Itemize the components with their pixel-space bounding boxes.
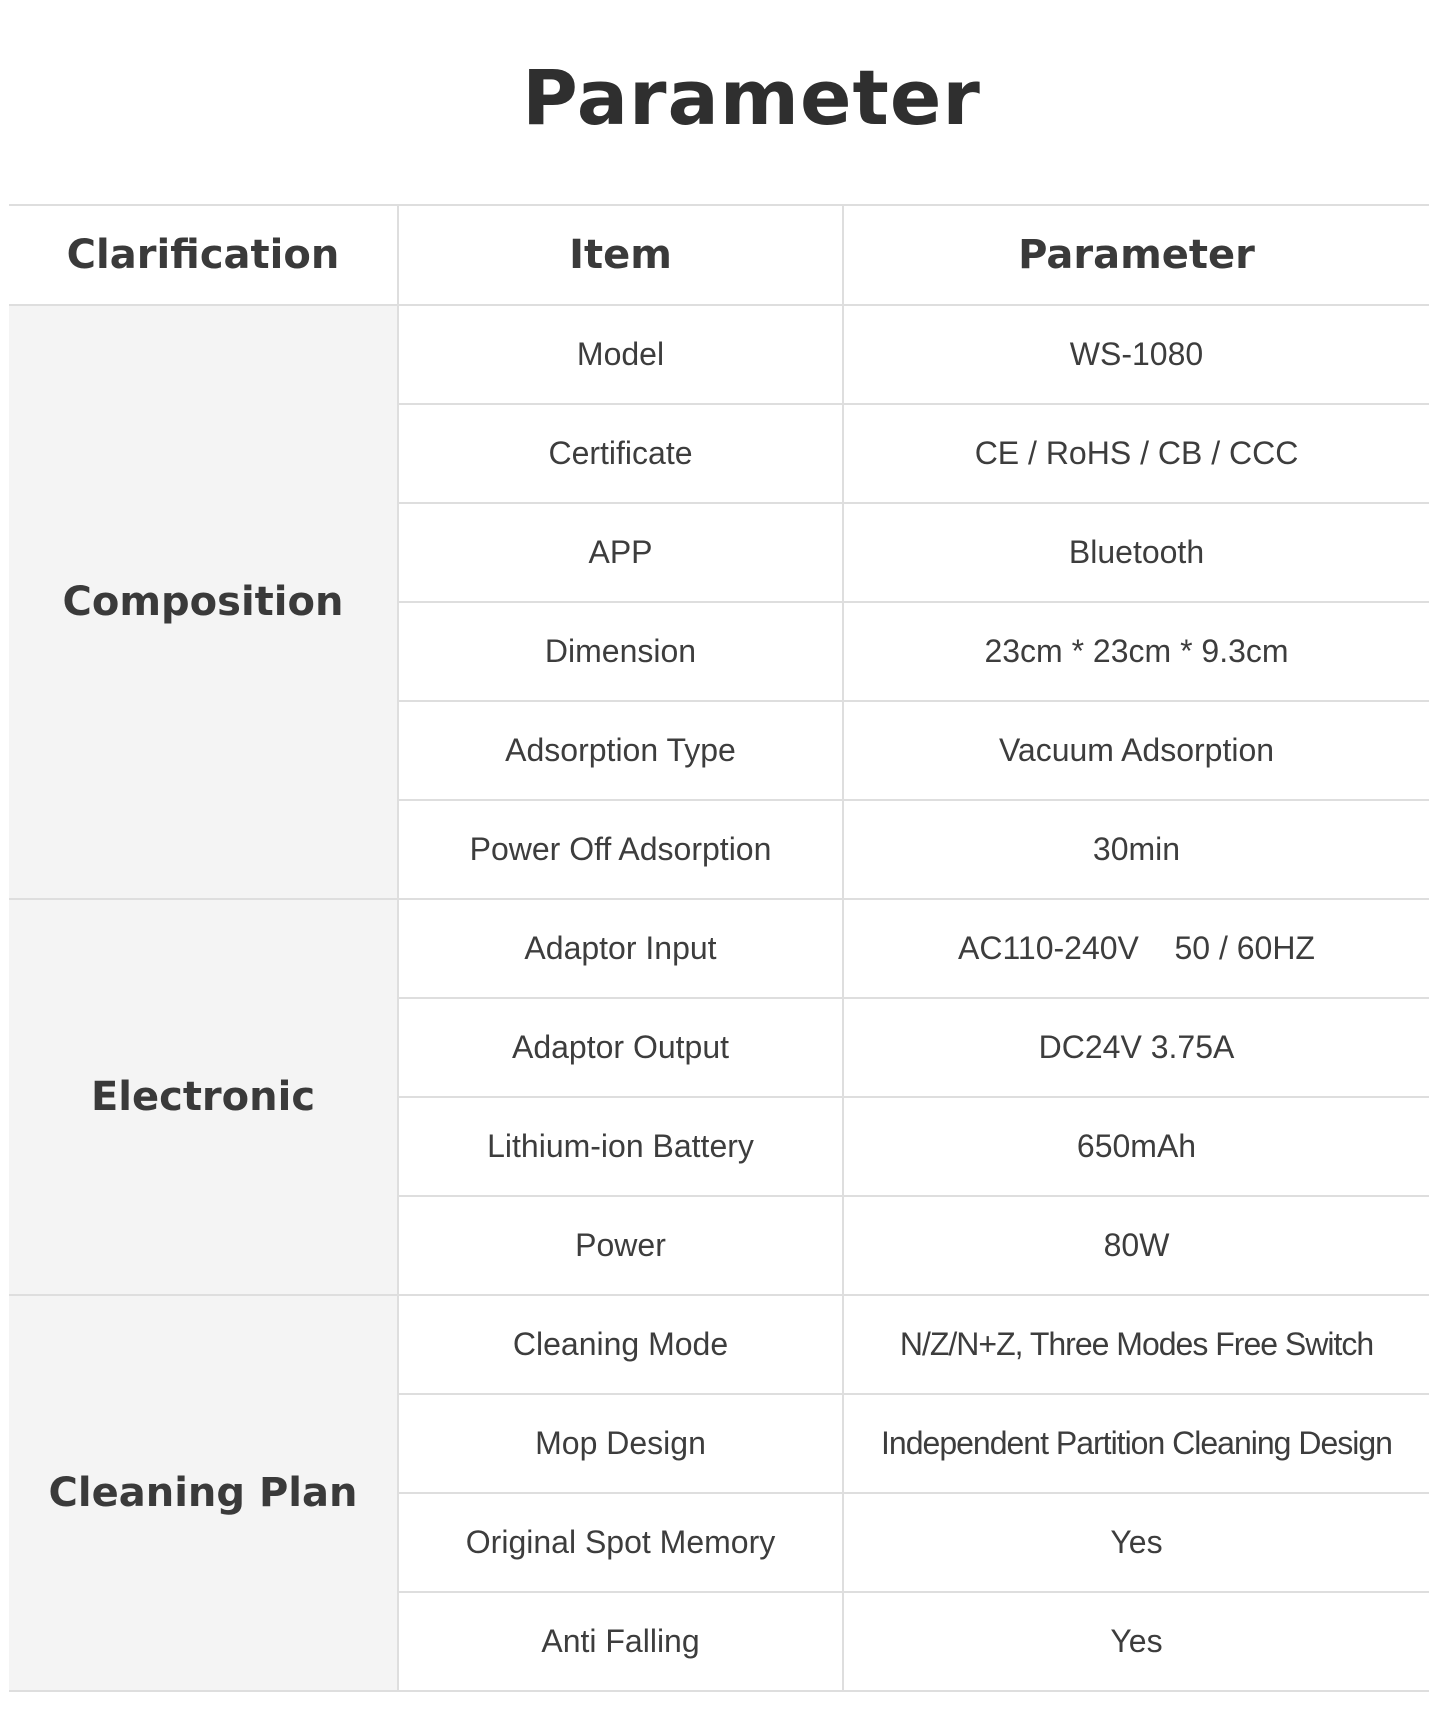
item-cell: Mop Design: [398, 1394, 843, 1493]
group-cleaning-plan: Cleaning Plan: [9, 1295, 398, 1691]
header-item: Item: [398, 205, 843, 305]
item-cell: Adsorption Type: [398, 701, 843, 800]
value-cell: DC24V 3.75A: [843, 998, 1429, 1097]
value-cell: 650mAh: [843, 1097, 1429, 1196]
page-title: Parameter: [522, 53, 981, 142]
table-row: [9, 1295, 1429, 1394]
group-electronic: Electronic: [9, 899, 398, 1295]
value-cell: Bluetooth: [843, 503, 1429, 602]
value-cell: CE / RoHS / CB / CCC: [843, 404, 1429, 503]
item-cell: Power: [398, 1196, 843, 1295]
item-cell: Power Off Adsorption: [398, 800, 843, 899]
parameter-table: [9, 204, 1429, 1692]
item-cell: Original Spot Memory: [398, 1493, 843, 1592]
value-cell: Yes: [843, 1592, 1429, 1691]
value-cell: AC110-240V 50 / 60HZ: [843, 899, 1429, 998]
header-clarification: Clarification: [9, 205, 398, 305]
value-cell: 30min: [843, 800, 1429, 899]
item-cell: Anti Falling: [398, 1592, 843, 1691]
value-cell: 80W: [843, 1196, 1429, 1295]
table-row: [9, 899, 1429, 998]
group-composition: Composition: [9, 305, 398, 899]
value-cell: N/Z/N+Z, Three Modes Free Switch: [843, 1295, 1429, 1394]
item-cell: Model: [398, 305, 843, 404]
header-parameter: Parameter: [843, 205, 1429, 305]
value-cell: Yes: [843, 1493, 1429, 1592]
value-cell: Independent Partition Cleaning Design: [843, 1394, 1429, 1493]
item-cell: APP: [398, 503, 843, 602]
item-cell: Adaptor Output: [398, 998, 843, 1097]
item-cell: Cleaning Mode: [398, 1295, 843, 1394]
item-cell: Dimension: [398, 602, 843, 701]
value-cell: 23cm * 23cm * 9.3cm: [843, 602, 1429, 701]
table-row: [9, 305, 1429, 404]
item-cell: Adaptor Input: [398, 899, 843, 998]
item-cell: Certificate: [398, 404, 843, 503]
table-header-row: [9, 205, 1429, 305]
value-cell: WS-1080: [843, 305, 1429, 404]
value-cell: Vacuum Adsorption: [843, 701, 1429, 800]
item-cell: Lithium-ion Battery: [398, 1097, 843, 1196]
